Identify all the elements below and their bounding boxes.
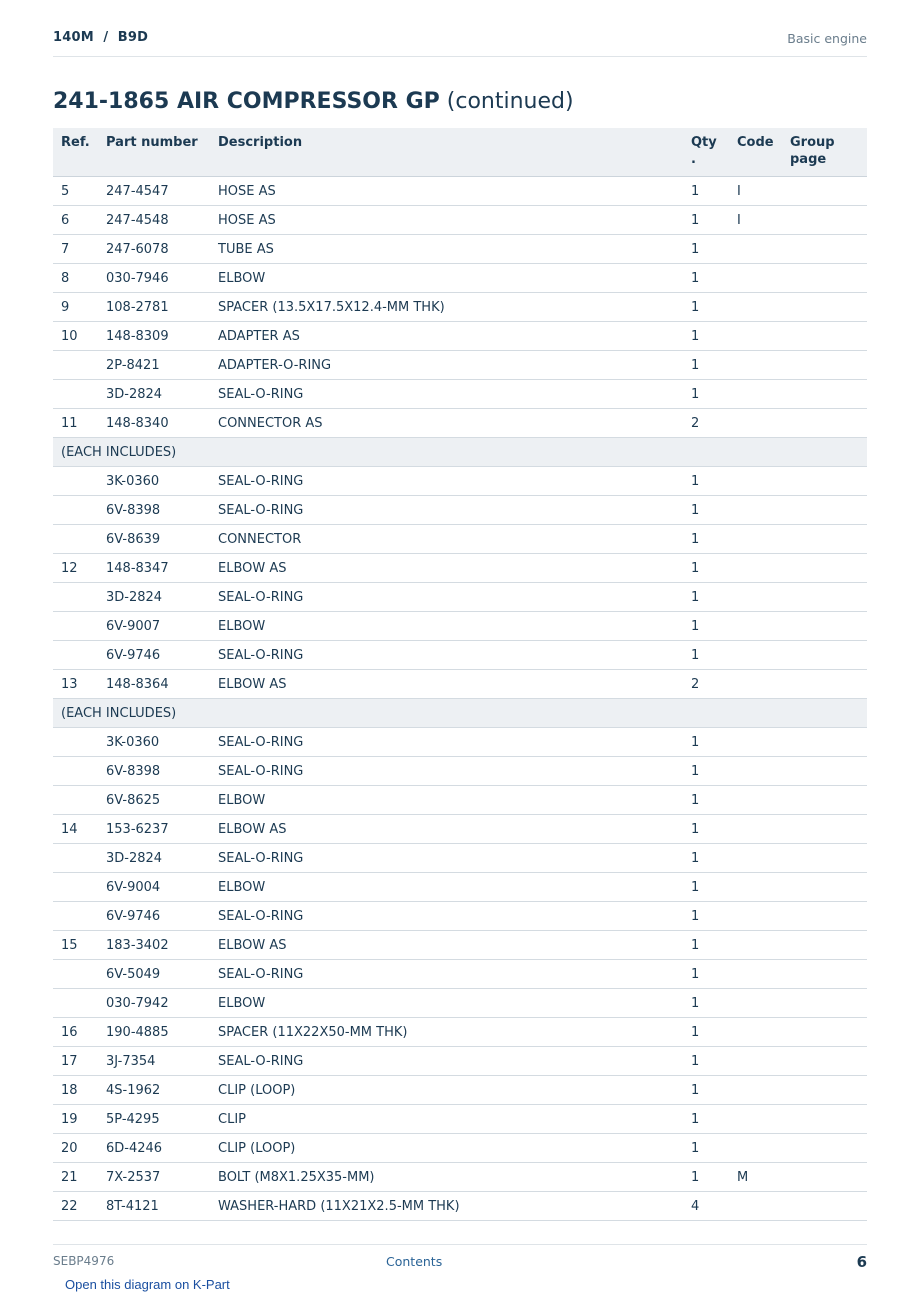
cell-part-number: 6V-8639 [106,532,161,547]
cell-description: CLIP (LOOP) [218,1083,296,1098]
table-row [53,496,867,525]
cell-description: SEAL-O-RING [218,648,304,663]
table-body [53,177,867,1221]
cell-description: SEAL-O-RING [218,503,304,518]
cell-description: ELBOW [218,793,266,808]
table-row [53,728,867,757]
cell-description: SEAL-O-RING [218,735,304,750]
cell-part-number: 6V-8398 [106,764,161,779]
cell-qty: 1 [691,590,700,605]
cell-part-number: 6V-9746 [106,648,161,663]
cell-part-number: 3D-2824 [106,590,163,605]
cell-qty: 1 [691,300,700,315]
cell-description: SEAL-O-RING [218,1054,304,1069]
cell-ref: 22 [61,1199,78,1214]
cell-description: ELBOW [218,619,266,634]
cell-code: I [737,213,741,228]
table-row [53,931,867,960]
cell-code: I [737,184,741,199]
cell-qty: 1 [691,1170,700,1185]
contents-link[interactable]: Contents [386,1254,443,1269]
cell-ref: 8 [61,271,70,286]
cell-ref: 17 [61,1054,78,1069]
cell-description: SEAL-O-RING [218,967,304,982]
col-description: Description [218,135,303,150]
table-row [53,467,867,496]
table-row [53,989,867,1018]
cell-part-number: 4S-1962 [106,1083,161,1098]
cell-ref: 14 [61,822,78,837]
cell-part-number: 3D-2824 [106,851,163,866]
cell-ref: 20 [61,1141,78,1156]
cell-qty: 1 [691,329,700,344]
table-row [53,351,867,380]
cell-description: SEAL-O-RING [218,764,304,779]
cell-description: ADAPTER-O-RING [218,358,332,373]
cell-part-number: 3D-2824 [106,387,163,402]
cell-part-number: 153-6237 [106,822,169,837]
note-text: (EACH INCLUDES) [61,706,177,721]
cell-qty: 1 [691,358,700,373]
cell-description: SPACER (11X22X50-MM THK) [218,1025,408,1040]
cell-ref: 18 [61,1083,78,1098]
cell-ref: 21 [61,1170,78,1185]
table-row [53,409,867,438]
cell-description: SEAL-O-RING [218,851,304,866]
table-row [53,1192,867,1221]
cell-part-number: 2P-8421 [106,358,160,373]
table-row [53,815,867,844]
kpart-link[interactable]: Open this diagram on K-Part [65,1277,230,1292]
table-row [53,1018,867,1047]
cell-description: ELBOW AS [218,822,287,837]
cell-part-number: 5P-4295 [106,1112,160,1127]
cell-part-number: 030-7946 [106,271,169,286]
cell-part-number: 247-4547 [106,184,169,199]
title-suffix: (continued) [446,89,574,114]
table-row [53,293,867,322]
cell-code: M [737,1170,749,1185]
cell-qty: 2 [691,416,700,431]
table-row [53,177,867,206]
page-footer [53,1244,867,1301]
cell-description: SPACER (13.5X17.5X12.4-MM THK) [218,300,445,315]
cell-part-number: 6V-9746 [106,909,161,924]
cell-qty: 1 [691,1025,700,1040]
section-label: Basic engine [787,31,867,46]
cell-part-number: 6D-4246 [106,1141,163,1156]
document-id: SEBP4976 [53,1254,115,1268]
cell-description: ELBOW AS [218,677,287,692]
cell-description: ELBOW [218,271,266,286]
cell-qty: 1 [691,1141,700,1156]
cell-description: HOSE AS [218,184,276,199]
cell-part-number: 7X-2537 [106,1170,161,1185]
cell-ref: 10 [61,329,78,344]
table-row [53,1134,867,1163]
table-row [53,1047,867,1076]
cell-part-number: 6V-9004 [106,880,161,895]
cell-qty: 1 [691,503,700,518]
cell-part-number: 148-8364 [106,677,169,692]
cell-qty: 2 [691,677,700,692]
cell-description: ELBOW AS [218,561,287,576]
cell-part-number: 183-3402 [106,938,169,953]
cell-description: SEAL-O-RING [218,474,304,489]
cell-qty: 1 [691,996,700,1011]
cell-qty: 1 [691,1112,700,1127]
cell-qty: 1 [691,648,700,663]
cell-part-number: 030-7942 [106,996,169,1011]
cell-description: CONNECTOR AS [218,416,323,431]
cell-ref: 7 [61,242,70,257]
table-row [53,322,867,351]
col-ref: Ref. [61,135,90,150]
table-row [53,380,867,409]
table-row [53,264,867,293]
table-note-row [53,699,867,728]
cell-part-number: 108-2781 [106,300,169,315]
page-header [53,28,867,57]
table-note-row [53,438,867,467]
table-row [53,902,867,931]
table-row [53,554,867,583]
cell-qty: 1 [691,793,700,808]
table-row [53,641,867,670]
cell-qty: 1 [691,1083,700,1098]
cell-description: CONNECTOR [218,532,302,547]
cell-ref: 13 [61,677,78,692]
cell-ref: 6 [61,213,70,228]
cell-description: SEAL-O-RING [218,590,304,605]
table-row [53,786,867,815]
cell-qty: 1 [691,474,700,489]
cell-qty: 1 [691,851,700,866]
cell-qty: 1 [691,184,700,199]
cell-part-number: 6V-8625 [106,793,161,808]
cell-description: SEAL-O-RING [218,909,304,924]
table-row [53,1105,867,1134]
table-row [53,960,867,989]
cell-part-number: 247-4548 [106,213,169,228]
cell-description: CLIP [218,1112,246,1127]
cell-qty: 1 [691,909,700,924]
cell-part-number: 247-6078 [106,242,169,257]
cell-qty: 1 [691,880,700,895]
page-title [53,89,574,114]
cell-part-number: 148-8309 [106,329,169,344]
col-qty: Qty . [691,135,717,167]
title-main: 241-1865 AIR COMPRESSOR GP [53,89,440,114]
cell-description: WASHER-HARD (11X21X2.5-MM THK) [218,1199,460,1214]
cell-description: ELBOW [218,996,266,1011]
cell-ref: 15 [61,938,78,953]
table-header [53,128,867,177]
cell-description: ELBOW AS [218,938,287,953]
cell-ref: 12 [61,561,78,576]
cell-part-number: 148-8347 [106,561,169,576]
page-number: 6 [856,1253,867,1271]
table-row [53,235,867,264]
cell-qty: 1 [691,532,700,547]
table-row [53,1076,867,1105]
cell-qty: 1 [691,967,700,982]
cell-part-number: 3K-0360 [106,735,160,750]
cell-qty: 1 [691,1054,700,1069]
table-row [53,583,867,612]
cell-ref: 19 [61,1112,78,1127]
cell-part-number: 8T-4121 [106,1199,159,1214]
col-group-page: Group page [790,135,835,167]
cell-ref: 16 [61,1025,78,1040]
cell-part-number: 190-4885 [106,1025,169,1040]
cell-qty: 4 [691,1199,700,1214]
table-row [53,206,867,235]
cell-description: ELBOW [218,880,266,895]
cell-qty: 1 [691,619,700,634]
table-row [53,873,867,902]
table-row [53,844,867,873]
cell-qty: 1 [691,271,700,286]
cell-qty: 1 [691,764,700,779]
cell-description: ADAPTER AS [218,329,300,344]
cell-qty: 1 [691,242,700,257]
cell-qty: 1 [691,387,700,402]
cell-description: BOLT (M8X1.25X35-MM) [218,1170,375,1185]
cell-qty: 1 [691,561,700,576]
parts-table [53,128,867,1221]
cell-part-number: 3J-7354 [106,1054,156,1069]
cell-part-number: 3K-0360 [106,474,160,489]
cell-part-number: 6V-5049 [106,967,161,982]
cell-ref: 11 [61,416,78,431]
table-row [53,612,867,641]
cell-ref: 5 [61,184,70,199]
cell-part-number: 6V-9007 [106,619,161,634]
table-row [53,525,867,554]
note-text: (EACH INCLUDES) [61,445,177,460]
cell-description: CLIP (LOOP) [218,1141,296,1156]
cell-qty: 1 [691,938,700,953]
table-row [53,757,867,786]
cell-part-number: 6V-8398 [106,503,161,518]
col-part-number: Part number [106,135,198,150]
table-row [53,1163,867,1192]
cell-description: TUBE AS [218,242,274,257]
col-code: Code [737,135,774,150]
cell-description: HOSE AS [218,213,276,228]
cell-ref: 9 [61,300,70,315]
model-label: 140M / B9D [53,30,149,45]
cell-qty: 1 [691,735,700,750]
cell-qty: 1 [691,213,700,228]
cell-qty: 1 [691,822,700,837]
cell-description: SEAL-O-RING [218,387,304,402]
table-row [53,670,867,699]
cell-part-number: 148-8340 [106,416,169,431]
